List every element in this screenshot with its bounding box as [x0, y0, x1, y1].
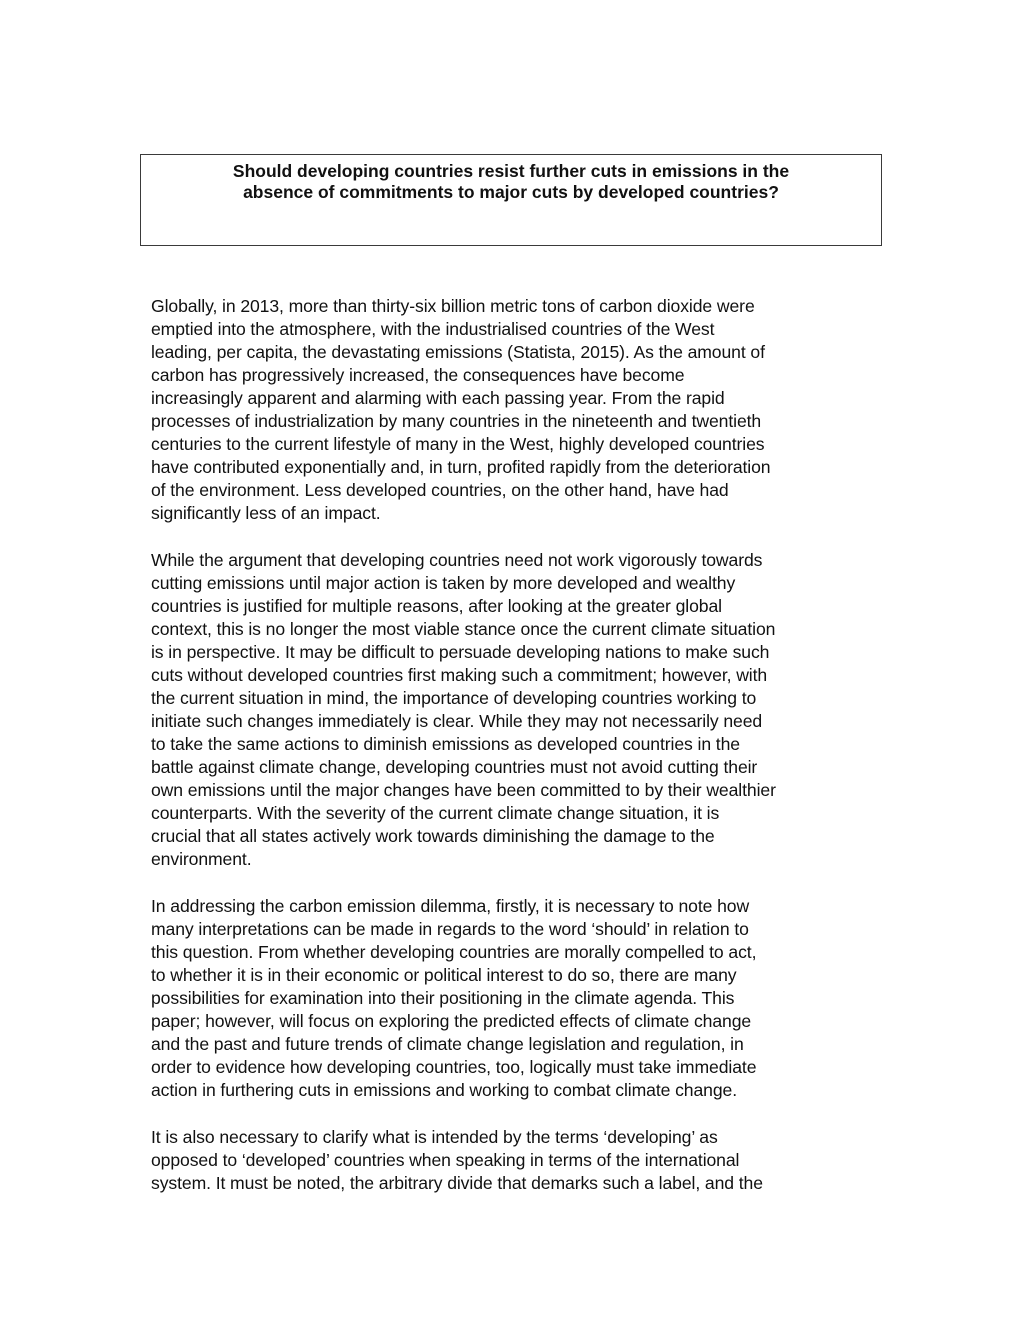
- paragraph-3: In addressing the carbon emission dilemma, firstly, it is necessary to note how many interpretations can be made in regards to the word ‘should’ in relation to this question. From whether developing countries are morally compelled to act, to whether it is in their economic or political interest to do so, there are many possibilities for examination into their positioning in the climate agenda. This paper; however, will focus on exploring the predicted effects of climate change and the past and future trends of climate change legislation and regulation, in order to evidence how developing countries, too, logically must take immediate action in furthering cuts in emissions and working to combat climate change.: [151, 896, 757, 1100]
- paragraph-4: It is also necessary to clarify what is intended by the terms ‘developing’ as opposed to ‘developed’ countries when speaking in terms of the international system. It must be noted, the arbitrary divide that demarks such a label, and the: [151, 1127, 763, 1193]
- title-box: [140, 154, 882, 246]
- paragraph-2: While the argument that developing countries need not work vigorously towards cutting emissions until major action is taken by more developed and wealthy countries is justified for multiple reasons, after looking at the greater global context, this is no longer the most viable stance once the current climate situation is in perspective. It may be difficult to persuade developing nations to make such cuts without developed countries first making such a commitment; however, with the current situation in mind, the importance of developing countries working to initiate such changes immediately is clear. While they may not necessarily need to take the same actions to diminish emissions as developed countries in the battle against climate change, developing countries must not avoid cutting their own emissions until the major changes have been committed to by their wealthier counterparts. With the severity of the current climate change situation, it is crucial that all states actively work towards diminishing the damage to the environment.: [151, 550, 776, 869]
- document-title: Should developing countries resist further cuts in emissions in the absence of commitments to major cuts by developed countries?: [232, 161, 790, 202]
- document-body: [151, 295, 881, 1219]
- paragraph-1: Globally, in 2013, more than thirty-six billion metric tons of carbon dioxide were emptied into the atmosphere, with the industrialised countries of the West leading, per capita, the devastating emissions (Statista, 2015). As the amount of carbon has progressively increased, the consequences have become increasingly apparent and alarming with each passing year. From the rapid processes of industrialization by many countries in the nineteenth and twentieth centuries to the current lifestyle of many in the West, highly developed countries have contributed exponentially and, in turn, profited rapidly from the deterioration of the environment. Less developed countries, on the other hand, have had significantly less of an impact.: [151, 296, 771, 523]
